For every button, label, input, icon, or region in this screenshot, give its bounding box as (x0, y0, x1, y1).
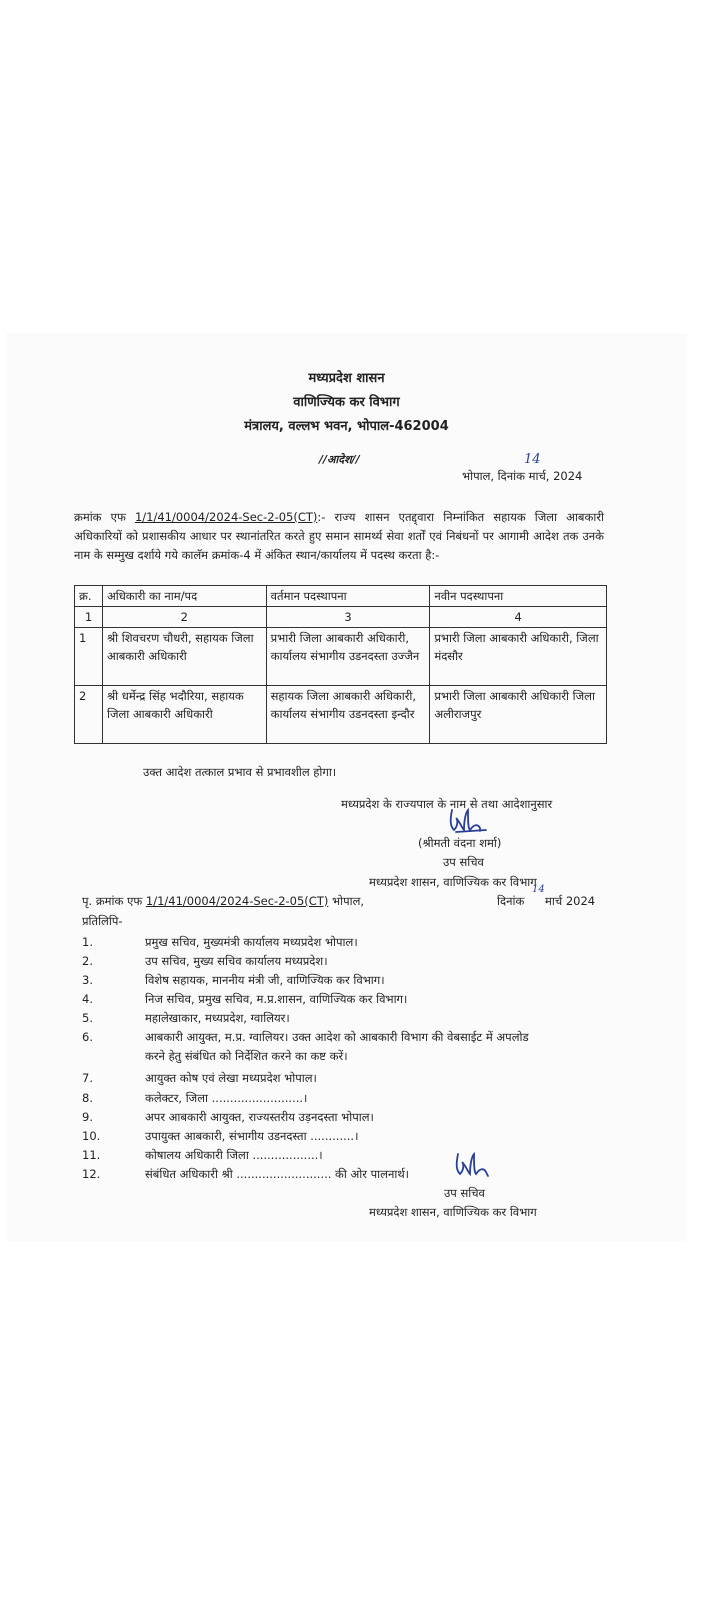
signature-image (446, 806, 492, 836)
header-cell: नवीन पदस्थापना (430, 586, 607, 607)
copy-number: 1. (82, 935, 93, 949)
copy-recipient: कोषालय अधिकारी जिला ..................। (145, 1148, 323, 1162)
copy-recipient: अपर आबकारी आयुक्त, राज्यस्तरीय उड़नदस्ता भोपाल। (145, 1110, 374, 1124)
department-header: वाणिज्यिक कर विभाग (293, 395, 400, 410)
new-posting-cell: प्रभारी जिला आबकारी अधिकारी जिला अलीराजपुर (430, 686, 607, 744)
endorsement-handwritten-day: 14 (532, 884, 545, 895)
copy-recipient: उपायुक्त आबकारी, संभागीय उडनदस्ता ............। (145, 1129, 359, 1143)
endorsement-date: मार्च 2024 (545, 894, 596, 908)
govt-header: मध्यप्रदेश शासन (308, 371, 385, 386)
current-posting-cell: प्रभारी जिला आबकारी अधिकारी, कार्यालय संभागीय उडनदस्ता उज्जैन (266, 628, 430, 686)
copy-recipient: उप सचिव, मुख्य सचिव कार्यालय मध्यप्रदेश। (145, 954, 328, 968)
copy-recipient-continued: करने हेतु संबंधित को निर्देशित करने का कष्ट करें। (145, 1049, 348, 1063)
signatory-name: (श्रीमती वंदना शर्मा) (418, 836, 502, 850)
handwritten-day: 14 (524, 452, 541, 467)
transfer-table (74, 585, 607, 744)
table-row (75, 628, 607, 686)
serial-cell: 2 (75, 686, 103, 744)
new-posting-cell: प्रभारी जिला आबकारी अधिकारी, जिला मंदसौर (430, 628, 607, 686)
table-row (75, 686, 607, 744)
copy-recipient: संबंधित अधिकारी श्री .......................... की ओर पालनार्थ। (145, 1167, 410, 1181)
copy-recipient: महालेखाकार, मध्यप्रदेश, ग्वालियर। (145, 1011, 290, 1025)
signatory-department: मध्यप्रदेश शासन, वाणिज्यिक कर विभाग (369, 875, 537, 889)
endorsement-number: 1/1/41/0004/2024-Sec-2-05(CT) (145, 894, 329, 908)
header-cell: क्र. (75, 586, 103, 607)
copy-recipient: कलेक्टर, जिला .........................। (145, 1091, 308, 1105)
ref-number: 1/1/41/0004/2024-Sec-2-05(CT) (134, 510, 318, 524)
copy-recipient: विशेष सहायक, माननीय मंत्री जी, वाणिज्यिक कर विभाग। (145, 973, 385, 987)
officer-name-cell: श्री शिवचरण चौधरी, सहायक जिला आबकारी अधिकारी (102, 628, 266, 686)
copy-number: 9. (82, 1110, 93, 1124)
column-number: 4 (430, 607, 607, 628)
signatory-designation: उप सचिव (443, 855, 484, 869)
copy-recipient: आयुक्त कोष एवं लेखा मध्यप्रदेश भोपाल। (145, 1071, 317, 1085)
order-body (74, 508, 604, 565)
column-number: 3 (266, 607, 430, 628)
order-text: :- राज्य शासन एतद्द्वारा निम्नांकित सहायक जिला आबकारी अधिकारियों को प्रशासकीय आधार पर स्थानांतरित करते हुए समान सामर्थ्य सेवा शर्तों एवं निबंधनों पर आगामी आदेश तक उनके नाम के सम्मुख दर्शाये गये कालॅम क्रमांक-4 में अंकित स्थान/कार्यालय में पदस्थ करता है:- (74, 510, 604, 562)
endorsement-designation: उप सचिव (444, 1186, 485, 1200)
copy-number: 12. (82, 1167, 101, 1181)
copy-number: 6. (82, 1030, 93, 1044)
endorsement-prefix: पृ. क्रमांक एफ (82, 894, 143, 908)
table-header-row (75, 586, 607, 607)
endorsement-ref (82, 894, 364, 909)
by-order-line: मध्यप्रदेश के राज्यपाल के नाम से तथा आदेशानुसार (341, 797, 553, 811)
header-cell: वर्तमान पदस्थापना (266, 586, 430, 607)
copy-number: 2. (82, 954, 93, 968)
endorsement-date-label: दिनांक (497, 894, 525, 908)
endorsement-department: मध्यप्रदेश शासन, वाणिज्यिक कर विभाग (369, 1205, 537, 1219)
column-number: 2 (102, 607, 266, 628)
copy-number: 5. (82, 1011, 93, 1025)
copy-number: 4. (82, 992, 93, 1006)
copy-number: 7. (82, 1071, 93, 1085)
copy-number: 3. (82, 973, 93, 987)
column-number: 1 (75, 607, 103, 628)
officer-name-cell: श्री धर्मेन्द्र सिंह भदौरिया, सहायक जिला आबकारी अधिकारी (102, 686, 266, 744)
order-place-date: भोपाल, दिनांक मार्च, 2024 (462, 469, 583, 483)
header-cell: अधिकारी का नाम/पद (102, 586, 266, 607)
copy-label: प्रतिलिपि- (82, 914, 123, 928)
copy-number: 8. (82, 1091, 93, 1105)
copy-recipient: प्रमुख सचिव, मुख्यमंत्री कार्यालय मध्यप्रदेश भोपाल। (145, 935, 358, 949)
column-number-row (75, 607, 607, 628)
endorsement-place: भोपाल, (332, 894, 365, 908)
effect-statement: उक्त आदेश तत्काल प्रभाव से प्रभावशील होगा। (143, 765, 337, 779)
copy-recipient: आबकारी आयुक्त, म.प्र. ग्वालियर। उक्त आदेश को आबकारी विभाग की वेबसाईट में अपलोड (145, 1030, 529, 1044)
copy-number: 10. (82, 1129, 101, 1143)
address-header: मंत्रालय, वल्लभ भवन, भोपाल-462004 (244, 419, 449, 434)
copy-recipient: निज सचिव, प्रमुख सचिव, म.प्र.शासन, वाणिज्यिक कर विभाग। (145, 992, 408, 1006)
serial-cell: 1 (75, 628, 103, 686)
order-title: //आदेश// (319, 453, 360, 466)
ref-prefix: क्रमांक एफ (74, 510, 126, 524)
current-posting-cell: सहायक जिला आबकारी अधिकारी, कार्यालय संभागीय उडनदस्ता इन्दौर (266, 686, 430, 744)
signature-image (452, 1150, 496, 1180)
copy-number: 11. (82, 1148, 101, 1162)
